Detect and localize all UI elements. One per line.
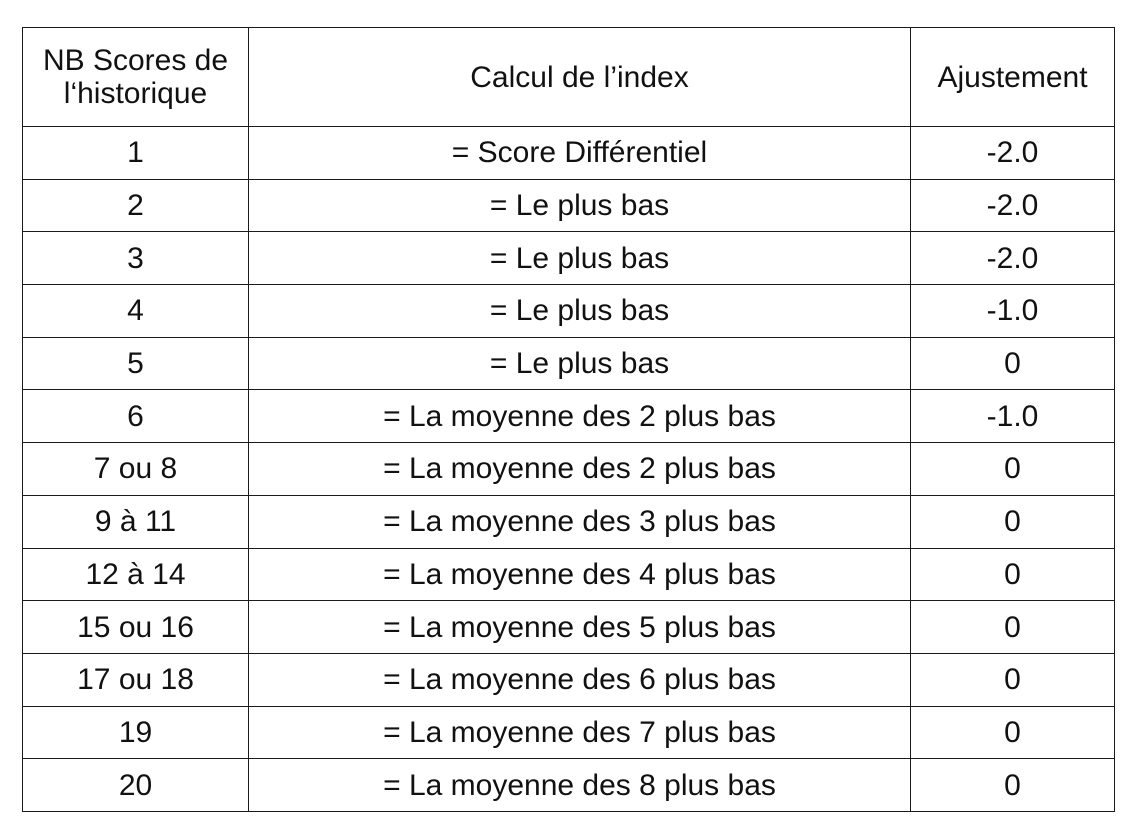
cell-nb-scores: 7 ou 8: [23, 443, 249, 496]
header-ajustement: Ajustement: [911, 28, 1115, 127]
cell-calcul-index: = Le plus bas: [249, 337, 911, 390]
table-row: [23, 706, 1115, 759]
cell-ajustement: 0: [911, 443, 1115, 496]
cell-ajustement: 0: [911, 495, 1115, 548]
table-row: [23, 548, 1115, 601]
cell-calcul-index: = Le plus bas: [249, 179, 911, 232]
cell-nb-scores: 20: [23, 759, 249, 812]
table-row: [23, 232, 1115, 285]
cell-calcul-index: = Score Différentiel: [249, 127, 911, 180]
cell-nb-scores: 3: [23, 232, 249, 285]
cell-ajustement: 0: [911, 337, 1115, 390]
table-row: [23, 179, 1115, 232]
cell-nb-scores: 12 à 14: [23, 548, 249, 601]
cell-nb-scores: 17 ou 18: [23, 653, 249, 706]
cell-nb-scores: 1: [23, 127, 249, 180]
cell-calcul-index: = La moyenne des 6 plus bas: [249, 653, 911, 706]
cell-ajustement: -1.0: [911, 285, 1115, 338]
table-row: [23, 443, 1115, 496]
table-row: [23, 601, 1115, 654]
cell-calcul-index: = La moyenne des 3 plus bas: [249, 495, 911, 548]
cell-nb-scores: 19: [23, 706, 249, 759]
cell-nb-scores: 6: [23, 390, 249, 443]
cell-calcul-index: = Le plus bas: [249, 285, 911, 338]
table-body: [23, 127, 1115, 812]
cell-calcul-index: = La moyenne des 4 plus bas: [249, 548, 911, 601]
table-row: [23, 127, 1115, 180]
cell-calcul-index: = La moyenne des 2 plus bas: [249, 390, 911, 443]
cell-calcul-index: = La moyenne des 5 plus bas: [249, 601, 911, 654]
cell-nb-scores: 2: [23, 179, 249, 232]
cell-nb-scores: 4: [23, 285, 249, 338]
cell-calcul-index: = Le plus bas: [249, 232, 911, 285]
cell-ajustement: 0: [911, 759, 1115, 812]
table-row: [23, 390, 1115, 443]
cell-nb-scores: 15 ou 16: [23, 601, 249, 654]
header-calcul-index: Calcul de l’index: [249, 28, 911, 127]
cell-ajustement: -2.0: [911, 232, 1115, 285]
cell-ajustement: 0: [911, 601, 1115, 654]
table-header: [23, 28, 1115, 127]
table-row: [23, 653, 1115, 706]
cell-nb-scores: 5: [23, 337, 249, 390]
cell-ajustement: 0: [911, 653, 1115, 706]
cell-calcul-index: = La moyenne des 8 plus bas: [249, 759, 911, 812]
table-row: [23, 495, 1115, 548]
cell-ajustement: -2.0: [911, 179, 1115, 232]
table-row: [23, 285, 1115, 338]
header-nb-scores: NB Scores de l‘historique: [23, 28, 249, 127]
table-row: [23, 759, 1115, 812]
cell-ajustement: 0: [911, 548, 1115, 601]
cell-ajustement: -1.0: [911, 390, 1115, 443]
header-row: [23, 28, 1115, 127]
cell-calcul-index: = La moyenne des 2 plus bas: [249, 443, 911, 496]
index-calculation-table: [22, 27, 1115, 812]
cell-ajustement: -2.0: [911, 127, 1115, 180]
table-row: [23, 337, 1115, 390]
cell-nb-scores: 9 à 11: [23, 495, 249, 548]
cell-calcul-index: = La moyenne des 7 plus bas: [249, 706, 911, 759]
cell-ajustement: 0: [911, 706, 1115, 759]
